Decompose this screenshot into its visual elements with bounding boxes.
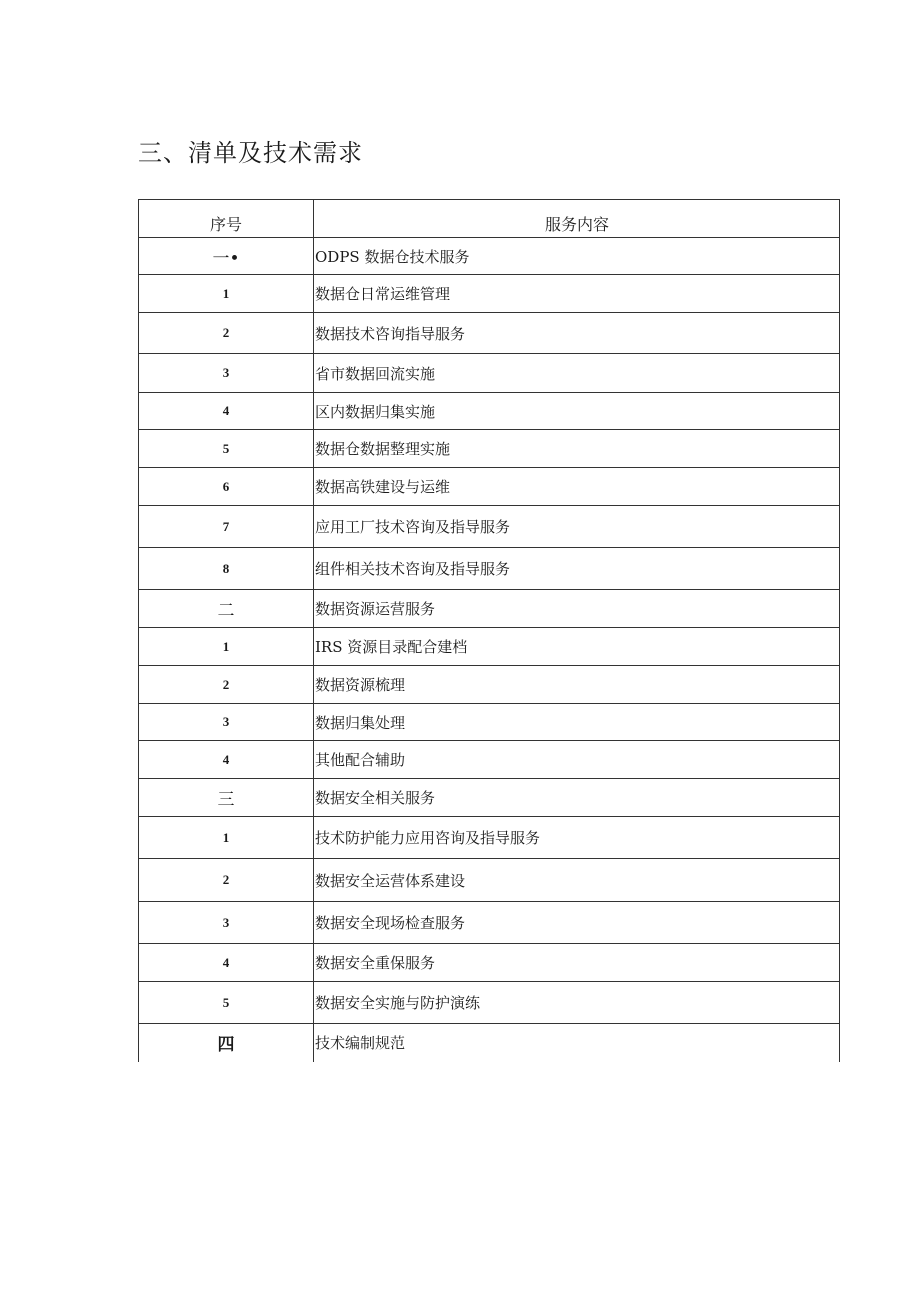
row-number: 5 [139,982,314,1024]
table-row [139,817,840,859]
table-row [139,859,840,902]
row-number: 3 [139,902,314,944]
row-number: 三 [139,779,314,817]
row-content: 组件相关技术咨询及指导服务 [314,548,840,590]
table-row [139,354,840,393]
row-number: 1 [139,628,314,666]
row-content: 技术防护能力应用咨询及指导服务 [314,817,840,859]
row-number: 4 [139,393,314,430]
table-row [139,393,840,430]
row-content: ODPS 数据仓技术服务 [314,238,840,275]
table-row [139,506,840,548]
row-number: 8 [139,548,314,590]
row-content: 区内数据归集实施 [314,393,840,430]
row-content: 应用工厂技术咨询及指导服务 [314,506,840,548]
header-serial-number: 序号 [139,200,314,238]
table-row [139,902,840,944]
row-number: 2 [139,859,314,902]
row-number: 4 [139,741,314,779]
row-content: 数据仓日常运维管理 [314,275,840,313]
table-row [139,313,840,354]
table-row [139,1024,840,1062]
row-number: 2 [139,313,314,354]
row-number: 3 [139,354,314,393]
table-row [139,779,840,817]
table-row [139,548,840,590]
table-row [139,468,840,506]
row-content: 数据安全现场检查服务 [314,902,840,944]
row-number: 6 [139,468,314,506]
table-row [139,704,840,741]
row-number: 1 [139,817,314,859]
table-row [139,741,840,779]
row-content: 数据资源运营服务 [314,590,840,628]
row-content: 数据安全重保服务 [314,944,840,982]
table-row [139,590,840,628]
table-row [139,666,840,704]
row-content: 数据技术咨询指导服务 [314,313,840,354]
row-number: 1 [139,275,314,313]
row-number: 二 [139,590,314,628]
table-row [139,238,840,275]
row-number: 7 [139,506,314,548]
row-number: 四 [139,1024,314,1062]
row-content: 数据安全运营体系建设 [314,859,840,902]
table-row [139,628,840,666]
row-content: 数据高铁建设与运维 [314,468,840,506]
table-row [139,982,840,1024]
header-service-content: 服务内容 [314,200,840,238]
row-number: 5 [139,430,314,468]
table-header-row [139,200,840,238]
table-row [139,944,840,982]
row-content: IRS 资源目录配合建档 [314,628,840,666]
requirements-table [138,199,840,1062]
row-content: 数据归集处理 [314,704,840,741]
table-row [139,430,840,468]
row-content: 数据仓数据整理实施 [314,430,840,468]
section-heading: 三、清单及技术需求 [138,139,363,167]
row-number: 3 [139,704,314,741]
row-number: 2 [139,666,314,704]
table-row [139,275,840,313]
row-content: 其他配合辅助 [314,741,840,779]
row-content: 省市数据回流实施 [314,354,840,393]
row-content: 数据资源梳理 [314,666,840,704]
row-content: 数据安全实施与防护演练 [314,982,840,1024]
row-content: 数据安全相关服务 [314,779,840,817]
row-number: 4 [139,944,314,982]
row-content: 技术编制规范 [314,1024,840,1062]
row-number: 一• [139,238,314,275]
